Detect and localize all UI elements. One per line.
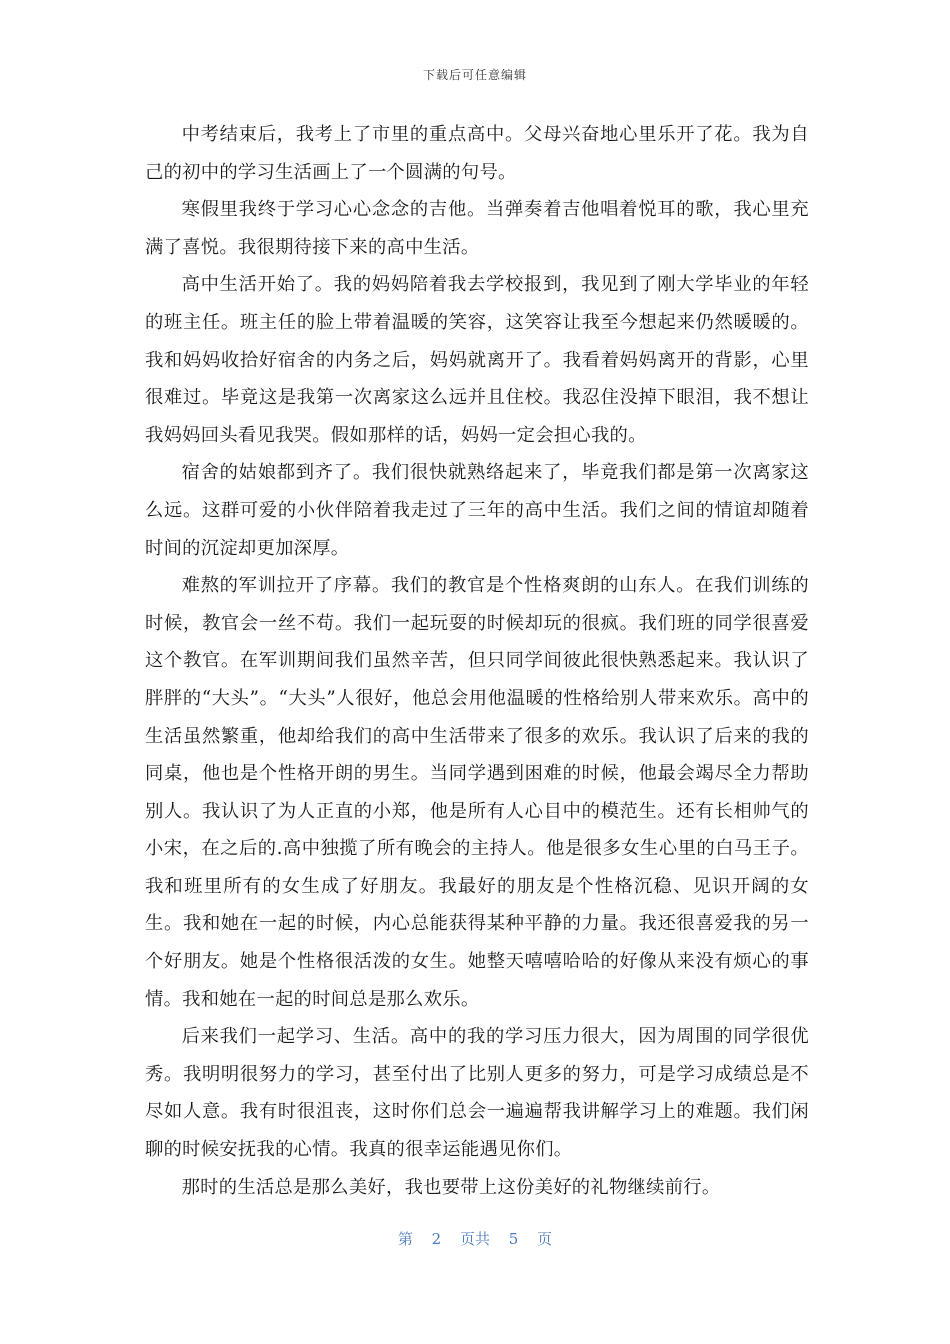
- page-header-note: 下载后可任意编辑: [422, 68, 527, 82]
- paragraph-4: 宿舍的姑娘都到齐了。我们很快就熟络起来了，毕竟我们都是第一次离家这么远。这群可爱的小伙伴陪着我走过了三年的高中生活。我们之间的情谊却随着时间的沉淀却更加深厚。: [145, 462, 809, 559]
- paragraph-2: 寒假里我终于学习心心念念的吉他。当弹奏着吉他唱着悦耳的歌，我心里充满了喜悦。我很期待接下来的高中生活。: [145, 199, 809, 258]
- page-prefix: 第: [397, 1230, 413, 1248]
- paragraph-5: 难熬的军训拉开了序幕。我们的教官是个性格爽朗的山东人。在我们训练的时候，教官会一丝不苟。我们一起玩耍的时候却玩的很疯。我们班的同学很喜爱这个教官。在军训期间我们虽然辛苦，但只同学间彼此很快熟悉起来。我认识了胖胖的“大头”。“大头”人很好，他总会用他温暖的性格给别人带来欢乐。高中的生活虽然繁重，他却给我们的高中生活带来了很多的欢乐。我认识了后来的我的同桌，他也是个性格开朗的男生。当同学遇到困难的时候，他最会竭尽全力帮助别人。我认识了为人正直的小郑，他是所有人心目中的模范生。还有长相帅气的小宋，在之后的.高中独揽了所有晚会的主持人。他是很多女生心里的白马王子。我和班里所有的女生成了好朋友。我最好的朋友是个性格沉稳、见识开阔的女生。我和她在一起的时候，内心总能获得某种平静的力量。我还很喜爱我的另一个好朋友。她是个性格很活泼的女生。她整天嘻嘻哈哈的好像从来没有烦心的事情。我和她在一起的时间总是那么欢乐。: [145, 575, 809, 1010]
- paragraph-6: 后来我们一起学习、生活。高中的我的学习压力很大，因为周围的同学很优秀。我明明很努力的学习，甚至付出了比别人更多的努力，可是学习成绩总是不尽如人意。我有时很沮丧，这时你们总会一遍遍帮我讲解学习上的难题。我们闲聊的时候安抚我的心情。我真的很幸运能遇见你们。: [145, 1026, 809, 1161]
- page-mid-text: 页共: [459, 1230, 490, 1248]
- total-page-count: 5: [508, 1230, 519, 1248]
- document-body: [145, 116, 809, 1206]
- current-page-number: 2: [431, 1230, 442, 1248]
- page-suffix: 页: [537, 1230, 553, 1248]
- paragraph-3: 高中生活开始了。我的妈妈陪着我去学校报到，我见到了刚大学毕业的年轻的班主任。班主任的脸上带着温暖的笑容，这笑容让我至今想起来仍然暖暖的。我和妈妈收拾好宿舍的内务之后，妈妈就离开了。我看着妈妈离开的背影，心里很难过。毕竟这是我第一次离家这么远并且住校。我忍住没掉下眼泪，我不想让我妈妈回头看见我哭。假如那样的话，妈妈一定会担心我的。: [145, 274, 809, 446]
- paragraph-1: 中考结束后，我考上了市里的重点高中。父母兴奋地心里乐开了花。我为自己的初中的学习生活画上了一个圆满的句号。: [145, 124, 809, 183]
- page-number-footer: [0, 1228, 950, 1249]
- paragraph-7: 那时的生活总是那么美好，我也要带上这份美好的礼物继续前行。: [181, 1176, 721, 1198]
